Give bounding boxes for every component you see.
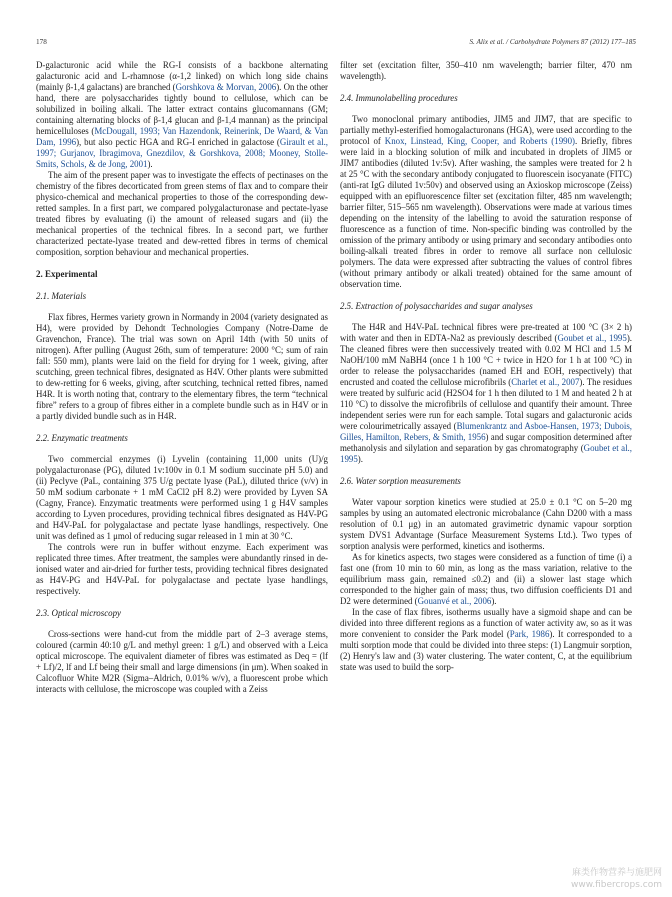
page-number: 178: [36, 38, 47, 46]
citation-link[interactable]: Park, 1986: [509, 629, 550, 639]
citation-link[interactable]: Knox, Linstead, King, Cooper, and Roberts (1990): [384, 136, 575, 146]
subsection-heading-extraction: 2.5. Extraction of polysaccharides and sugar analyses: [340, 301, 533, 311]
paragraph-enzymatic-1: Two commercial enzymes (i) Lyvelin (containing 11,000 units (U)/g polygalacturonase (PG), diluted 1v:100v in 0.1 M sodium succinate pH 5.0) and (ii) Peclyve (PaL, containing 375 U/g pectate lyase (PaL), diluted thrice (v/v) in 50 mM sodium carbonate + 1 mM CaCl2 pH 8.2) were provided by Lyven SA (Cagny, France). Enzymatic treatments were performed using 1 g H4V samples according to Lyven procedures, providing technical fibres designated as H4V-PG and H4V-PaL for polygalactase and pectate lyase handlings, respectively. One unit was defined as 1 μmol of reducing sugar released in 1 min at 30 °C.: [36, 454, 328, 541]
citation-link[interactable]: Gouanvé et al., 2006: [417, 596, 492, 606]
citation-link[interactable]: Gorshkova & Morvan, 2006: [175, 82, 277, 92]
subsection-heading-sorption: 2.6. Water sorption measurements: [340, 476, 461, 486]
paragraph-aim: The aim of the present paper was to investigate the effects of pectinases on the chemistry of the fibres decorticated from green stems of flax and to compare their physico-chemical and mechanical properties to those of the corresponding dew-retted samples. In a first part, we compared polygalacturonase and pectate-lyase treated fibres by evaluating (i) the amount of released sugars and (ii) the mechanical properties of the technical fibres. In a second part, we further characterized pectate-lyase treated and dew-retted fibres in terms of chemical composition, sorption behaviour and mechanical properties.: [36, 170, 328, 257]
section-heading-experimental: 2. Experimental: [36, 269, 98, 279]
citation-link[interactable]: Girault et al., 1997; Gurjanov, Ibragimova, Gnezdilov, & Gorshkova, 2008; Mooney, Stolle-Smits, Schols, & de Jong, 2001: [36, 137, 329, 169]
paragraph-sorption-2: As for kinetics aspects, two stages were considered as a function of time (i) a fast one (from 10 min to 60 min, as long as the mass variation, relative to the equilibrium mass gain, remained ≤0.2) and (ii) a slower last stage which corresponded to the higher gain of mass; thus, two diffusion coefficients D1 and D2 were determined (Gouanvé et al., 2006).: [340, 552, 632, 606]
running-header: [36, 38, 636, 52]
citation-link[interactable]: Goubet et al., 1995: [557, 333, 627, 343]
watermark-title: 麻类作物营养与施肥网: [571, 868, 662, 878]
journal-citation: S. Alix et al. / Carbohydrate Polymers 87 (2012) 177–185: [469, 38, 636, 46]
subsection-heading-immunolabelling: 2.4. Immunolabelling procedures: [340, 93, 458, 103]
paragraph-enzymatic-2: The controls were run in buffer without enzyme. Each experiment was replicated three times. After treatment, the samples were abundantly rinsed in de-ionised water and air-dried for further tests, providing technical fibres designated as H4V-PG and H4V-PaL for polygalactase and pectate lyase handlings, respectively.: [36, 542, 328, 596]
paragraph-optical: Cross-sections were hand-cut from the middle part of 2–3 average stems, coloured (carmin 40:10 g/L and methyl green: 1 g/L) and observed with a Leica optical microscope. The equivalent diameter of fibres was estimated as Deq = (lf + Lf)/2, lf and Lf being their small and large dimensions (in μm). When soaked in Calcofluor White M2R (Sigma–Aldrich, 0.01% w/v), a fluorescent probe which interacts with cellulose, the microscope was coupled with a Zeiss: [36, 629, 328, 694]
citation-link[interactable]: Blumenkrantz and Asboe-Hansen, 1973; Dubois, Gilles, Hamilton, Rebers, & Smith, 1956: [340, 421, 632, 442]
paragraph-intro-cont: D-galacturonic acid while the RG-I consists of a backbone alternating galacturonic acid and L-rhamnose (α-1,2 linked) on which long side chains (mainly β-1,4 galactans) are branched (Gorshkova & Morvan, 2006). On the other hand, there are polysaccharides tightly bound to cellulose, which can be solubilized in boiling alkali. The latter extract contains glucomannans (GM; containing alternating blocks of β-1,4 glucan and β-1,4 mannan) as the principal hemicelluloses (McDougall, 1993; Van Hazendonk, Reinerink, De Waard, & Van Dam, 1996), but also pectic HGA and RG-I enriched in galactose (Girault et al., 1997; Gurjanov, Ibragimova, Gnezdilov, & Gorshkova, 2008; Mooney, Stolle-Smits, Schols, & de Jong, 2001).: [36, 60, 329, 169]
paragraph-filter-cont: filter set (excitation filter, 350–410 nm wavelength; barrier filter, 470 nm wavelength).: [340, 60, 632, 81]
right-column: [340, 60, 632, 673]
citation-link[interactable]: Charlet et al., 2007: [511, 377, 580, 387]
paragraph-immunolabelling: Two monoclonal primary antibodies, JIM5 and JIM7, that are specific to partially methyl-esterified homogalacturonans (HGA), were used according to the protocol of Knox, Linstead, King, Cooper, and Roberts (1990). Briefly, fibres were laid in a blocking solution of milk and incubated in droplets of JIM5 or JIM7 antibodies (diluted 1v:5v). After washing, the samples were treated for 2 h at 25 °C with the secondary antibody conjugated to fluorescein isocyanate (FITC) (anti-rat IgG diluted 1v:50v) and observed using an Axioskop microscope (Zeiss) equipped with an epifluorescence filter set (excitation filter, 485 nm wavelength; barrier filter, 515–565 nm wavelength). Observations were made at various times depending on the intensity of the labelling to avoid the saturation response of fluorescence as a function of time. Non-specific binding was controlled by the omission of the primary antibody or using primary and secondary antibodies onto boiling-alkali treated fibres in order to remove all surface non cellulosic polymers. The data were expressed after subtracting the values of control fibres (without primary antibody or alkali treated) obtained for the same amount of observation time.: [340, 114, 632, 289]
citation-link[interactable]: Goubet et al., 1995: [340, 443, 632, 464]
site-watermark: [571, 867, 662, 891]
subsection-heading-enzymatic: 2.2. Enzymatic treatments: [36, 433, 128, 443]
subsection-heading-materials: 2.1. Materials: [36, 291, 87, 301]
paragraph-sorption-3: In the case of flax fibres, isotherms usually have a sigmoid shape and can be divided into three different regions as a function of water activity aw, so as it was more convenient to consider the Park model (Park, 1986). It corresponded to a multi sorption mode that could be divided into three steps: (1) Langmuir sorption, (2) Henry's law and (3) water clustering. The water content, C, at the equilibrium state was used to build the sorp-: [340, 607, 633, 672]
left-column: [36, 60, 328, 695]
citation-link[interactable]: McDougall, 1993; Van Hazendonk, Reinerink, De Waard, & Van Dam, 1996: [36, 126, 328, 147]
paragraph-sorption-1: Water vapour sorption kinetics were studied at 25.0 ± 0.1 °C on 5–20 mg samples by using an automated electronic microbalance (Cahn D200 with a mass resolution of 0.1 μg) in an automated gravimetric dynamic vapour sorption system DVS1 Advantage (Surface Measurement Systems Ltd.). Two types of sorption analysis were performed, kinetics and isotherms.: [340, 497, 632, 551]
subsection-heading-optical: 2.3. Optical microscopy: [36, 608, 121, 618]
paragraph-extraction: The H4R and H4V-PaL technical fibres were pre-treated at 100 °C (3× 2 h) with water and then in EDTA-Na2 as previously described (Goubet et al., 1995). The cleaned fibres were then successively treated with 0.02 M HCl and 1.5 M NaOH/100 mM NaBH4 (once 1 h 100 °C + twice in H2O for 1 h at 100 °C) in order to release the polysaccharides (named EH and EOH, respectively) that encrusted and coated the cellulose microfibrils (Charlet et al., 2007). The residues were treated by sulfuric acid (H2SO4 for 1 h then diluted to 1 M and heated 2 h at 110 °C) to dissolve the microfibrils of cellulose and quantify their amount. Three independent series were run for each sample. Total sugars and galacturonic acids were colourimetrically assayed (Blumenkrantz and Asboe-Hansen, 1973; Dubois, Gilles, Hamilton, Rebers, & Smith, 1956) and sugar composition determined after methanolysis and silylation and separation by gas chromatography (Goubet et al., 1995).: [340, 322, 632, 464]
paragraph-materials: Flax fibres, Hermes variety grown in Normandy in 2004 (variety designated as H4), were provided by Dehondt Technologies Company (Notre-Dame de Gravenchon, France). The trial was sown on April 14th (with 50 units of nitrogen). After pulling (August 26th, sum of temperature: 2000 °C; sum of rain fall: 550 mm), plants were laid on the field for drying for 1 week, giving, after scutching, green technical fibres, designated as H4V. Other plants were submitted to dew-retting for 6 weeks, giving, after scutching, technical retted fibres, named H4R. It is worth noting that, contrary to the elementary fibres, the term “technical fibre” refers to a group of fibres either in a complete bundle such as in H4V or in a partly divided bundle such as in H4R.: [36, 312, 328, 421]
watermark-url: www.fibercrops.com: [571, 880, 662, 890]
